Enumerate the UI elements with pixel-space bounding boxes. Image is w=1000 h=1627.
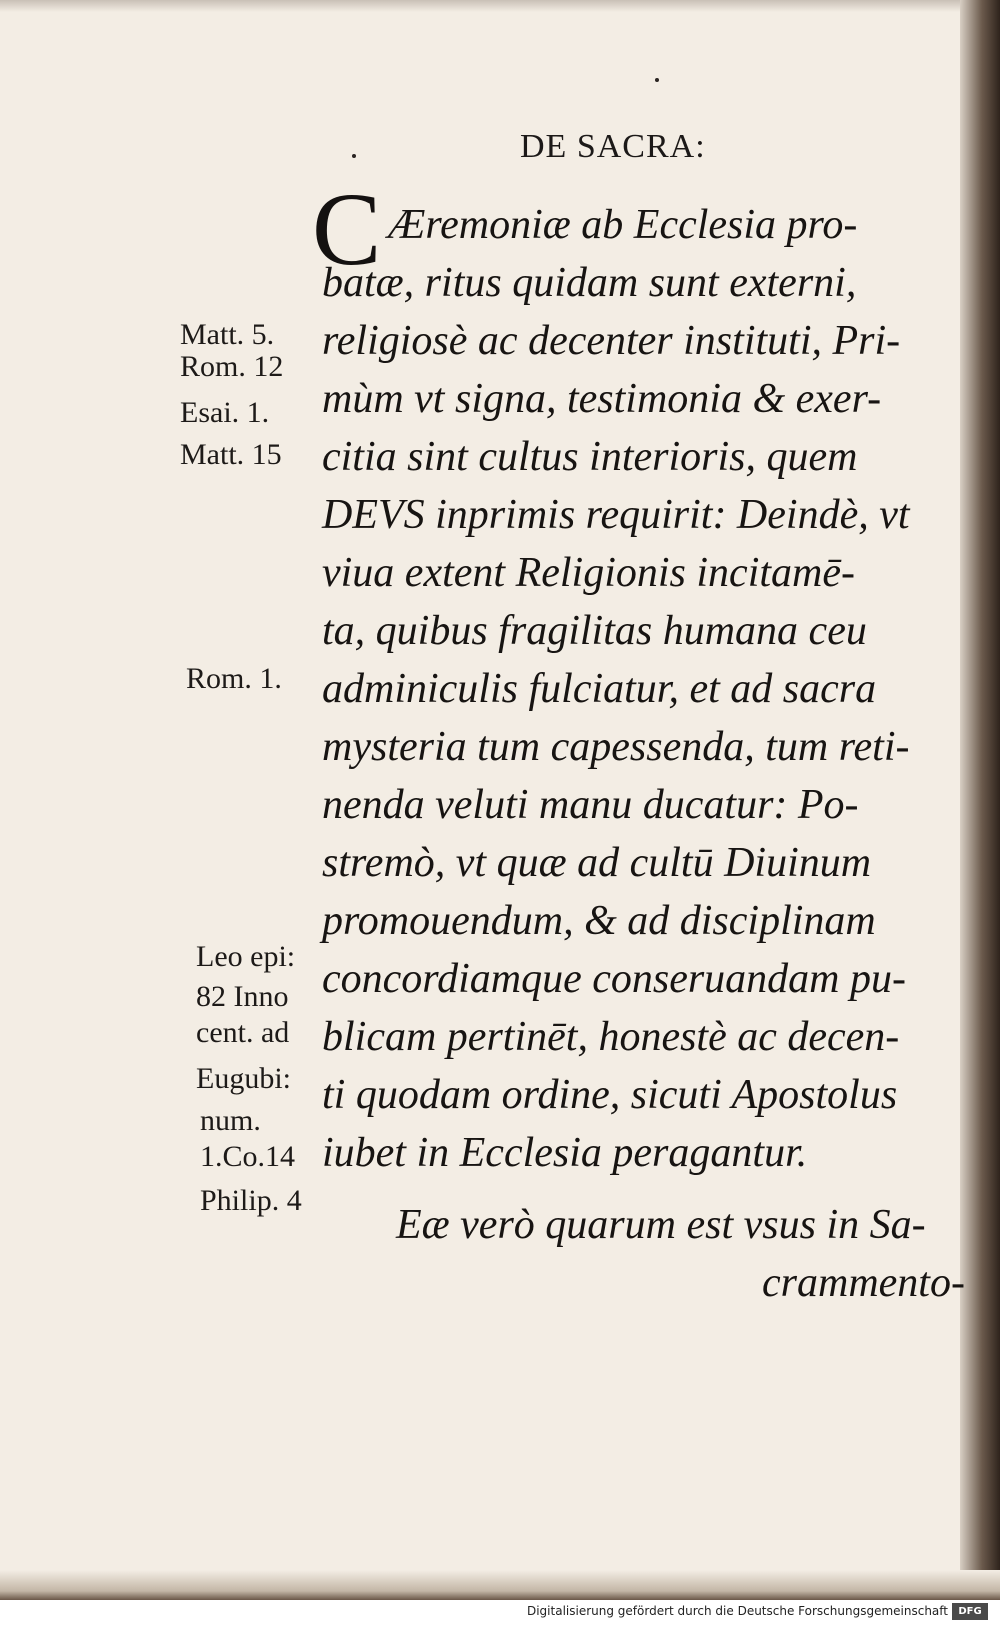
text-line: promouendum, & ad disciplinam [322,898,876,944]
text-line: concordiamque conseruandam pu- [322,956,907,1002]
text-line: ta, quibus fragilitas humana ceu [322,608,867,654]
margin-note: 1.Co.14 [200,1140,296,1173]
margin-note: Matt. 15 [180,438,282,471]
page-bottom-edge [0,1570,1000,1600]
ink-speck [655,78,659,82]
text-line: nenda veluti manu ducatur: Po- [322,782,859,828]
digitization-credit: Digitalisierung gefördert durch die Deutsche Forschungsgemeinschaft [526,1604,948,1618]
text-line: adminiculis fulciatur, et ad sacra [322,666,877,712]
catchword: crammento- [762,1260,965,1306]
text-line: ti quodam ordine, sicuti Apostolus [322,1072,898,1118]
page-top-edge [0,0,1000,12]
text-line: mysteria tum capessenda, tum reti- [322,724,910,770]
text-line: stremò, vt quæ ad cultū Diuinum [322,840,872,886]
margin-note: Philip. 4 [200,1184,302,1217]
ink-speck [352,154,356,158]
drop-cap: C [312,172,382,287]
book-gutter [960,0,1000,1600]
margin-note: Matt. 5. [180,318,275,351]
text-line: citia sint cultus interioris, quem [322,434,858,480]
margin-note: 82 Inno [196,980,289,1013]
text-line: DEVS inprimis requirit: Deindè, vt [322,492,910,538]
margin-note: Rom. 1. [186,662,282,695]
text-line: religiosè ac decenter instituti, Pri- [322,318,901,364]
margin-note: Rom. 12 [180,350,284,383]
margin-note: num. [200,1104,261,1137]
margin-note: cent. ad [196,1016,290,1049]
margin-note: Esai. 1. [180,396,270,429]
text-line: Æremoniæ ab Ecclesia pro- [388,202,858,248]
text-line: Eæ verò quarum est vsus in Sa- [396,1202,926,1248]
text-line: blicam pertinēt, honestè ac decen- [322,1014,900,1060]
margin-note: Leo epi: [196,940,296,973]
dfg-logo: DFG [952,1603,988,1620]
text-line: batæ, ritus quidam sunt externi, [322,260,857,306]
text-line: mùm vt signa, testimonia & exer- [322,376,882,422]
text-line: viua extent Religionis incitamē- [322,550,855,596]
running-head: DE SACRA: [520,128,706,165]
text-line: iubet in Ecclesia peragantur. [322,1130,808,1176]
margin-note: Eugubi: [196,1062,291,1095]
